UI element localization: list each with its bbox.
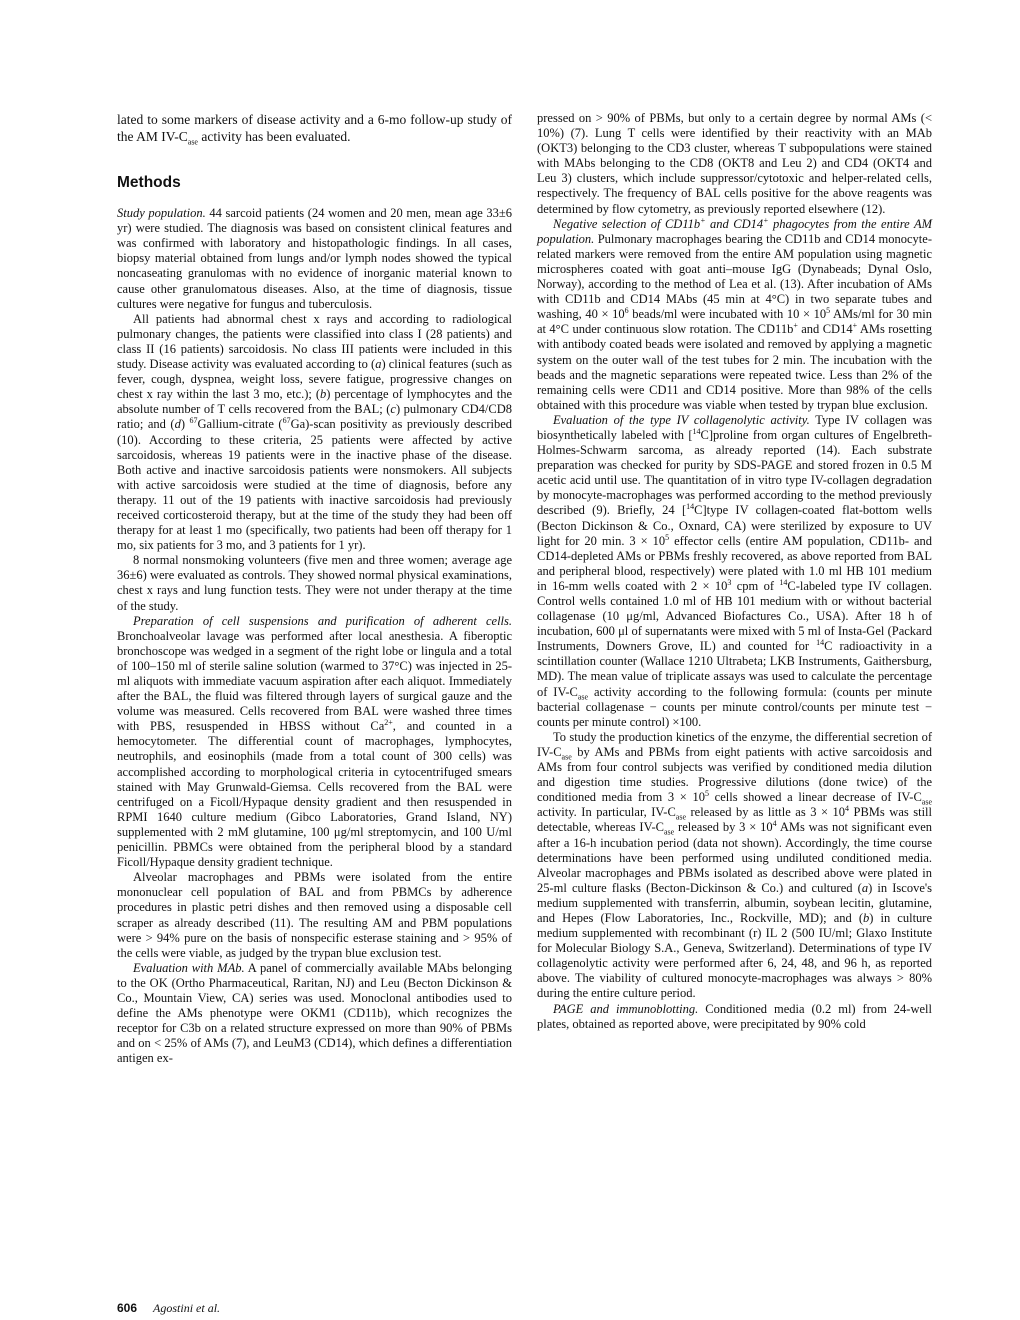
paragraph-controls: 8 normal nonsmoking volunteers (five men and three women; average age 36±6) were evaluated as controls. They showed normal physical examinations, chest x rays and lung function tests. They were not under therapy at the time of the study. [117, 553, 512, 613]
subheading-negative-selection: Negative selection of CD11b+ and CD14+ phagocytes from the entire AM population. [537, 215, 932, 246]
section-heading-methods: Methods [117, 174, 181, 191]
paragraph-preparation: Preparation of cell suspensions and purification of adherent cells. Bronchoalveolar lavage was performed after local anesthesia. A fiberoptic bronchoscope was wedged in a segment of the right lobe or lingula and a total of 100–150 ml of sterile saline solution (warmed to 37°C) was injected in 25-ml aliquots with immediate vacuum aspiration after each aliquot. Immediately after the BAL, the fluid was filtered through layers of surgical gauze and the volume was measured. Cells recovered from BAL were washed three times with PBS, resuspended in HBSS without $Ca^{2+}$, and counted in a hemocytometer. The differential count of macrophages, lymphocytes, neutrophils, and eosinophils (made from a total count of 300 cells) was accomplished according to morphological criteria in cytocentrifuged smears stained with May Grunwald-Giemsa. Cells recovered from the BAL were centrifuged on a Ficoll/Hypaque density gradient and then resuspended in RPMI 1640 culture medium (Gibco Laboratories, Grand Island, NY) supplemented with 2 mM glutamine, 100 μg/ml streptomycin, and 100 U/ml penicillin. PBMCs were obtained from the peripheral blood by a standard Ficoll/Hypaque density gradient technique. [117, 613, 513, 870]
right-column [537, 111, 932, 1032]
page-number: 606 [117, 1301, 138, 1315]
intro-paragraph: lated to some markers of disease activity and a 6-mo follow-up study of the AM $IV-C_{ase}$ activity has been evaluated. [117, 112, 512, 147]
paragraph-abnormal-chest: All patients had abnormal chest x rays and according to radiological pulmonary changes, the patients were classified into class I (28 patients) and class II (16 patients) sarcoidosis. No class III patients were included in this study. Disease activity was evaluated according to (a) clinical features (such as fever, cough, dyspnea, weight loss, severe fatigue, progressive changes on chest x ray within the last 3 mo, etc.); (b) percentage of lymphocytes and the absolute number of T cells recovered from the BAL; (c) pulmonary CD4/CD8 ratio; and (d) $^{67}$Gallium-citrate ($^{67}$Ga)-scan positivity as previously described (10). According to these criteria, 25 patients were affected by active sarcoidosis, whereas 19 patients were in the inactive phase of the disease. Both active and inactive sarcoidosis patients were nonsmokers. All subjects with active sarcoidosis were studied at the time of diagnosis, before any therapy. 11 out of the 19 patients with inactive sarcoidosis had previously received corticosteroid therapy, but at the time of the study they had been off therapy for at least 1 mo (specifically, two patients had been off therapy for 1 mo, six patients for 3 mo, and 3 patients for 1 yr). [117, 311, 512, 553]
paragraph-study-population: Study population. 44 sarcoid patients (24 women and 20 men, mean age 33±6 yr) were studied. The diagnosis was based on consistent clinical features and was confirmed with laboratory and histopathologic findings. In all cases, biopsy material obtained from lungs and/or lymph nodes showed the typical noncaseating granulomas with no evidence of inorganic material known to cause other granulomatous diseases. Also, at the time of diagnosis, tissue cultures were negative for fungus and tuberculosis. [117, 206, 512, 311]
subheading-preparation: Preparation of cell suspensions and purification of adherent cells. [133, 613, 512, 628]
paragraph-alveolar: Alveolar macrophages and PBMs were isolated from the entire mononuclear cell population of BAL and from PBMCs by adherence procedures in plastic petri dishes and then removed using a disposable cell scraper as already described (11). The resulting AM and PBM populations were > 94% pure on the basis of nonspecific esterase staining and > 95% of the cells were viable, as judged by the trypan blue exclusion test. [117, 870, 512, 960]
paragraph-evaluation-collagenolytic: Evaluation of the type IV collagenolytic activity. Type IV collagen was biosynthetically labeled with [$^{14}$C]proline from organ cultures of Engelbreth-Holmes-Schwarm sarcoma, as already reported (14). Each substrate preparation was checked for purity by SDS-PAGE and stored frozen in 0.5 M acetic acid until use. The quantitation of in vitro type IV-collagen degradation by monocyte-macrophages was performed according to the method previously described (9). Briefly, 24 [$^{14}$C]type IV collagen-coated flat-bottom wells (Becton Dickinson & Co., Oxnard, CA) were sterilized by exposure to UV light for 20 min. $3 \times 10^5$ effector cells (entire AM population, CD11b- and CD14-depleted AMs or PBMs freshly recovered, as above reported from BAL and peripheral blood, respectively) were plated with 1.0 ml HB 101 medium in 16-mm wells coated with $2 \times 10^3$ cpm of $^{14}$C-labeled type IV collagen. Control wells contained 1.0 ml of HB 101 medium with or without bacterial collagenase (10 μg/ml, Advanced Biofactures Co., USA). After 18 h of incubation, 600 μl of supernatants were mixed with 5 ml of Insta-Gel (Packard Instruments, Downers Grove, IL) and counted for $^{14}$C radioactivity in a scintillation counter (Wallace 1210 Ultrabeta; LKB Instruments, Gaithersburg, MD). The mean value of triplicate assays was used to calculate the percentage of $IV-C_{ase}$ activity according to the following formula: (counts per minute bacterial collagenase − counts per minute control/counts per minute test − counts per minute control) ×100. [537, 412, 933, 729]
paragraph-negative-selection: Negative selection of CD11b+ and CD14+ phagocytes from the entire AM population. Pulmonary macrophages bearing the CD11b and CD14 monocyte-related markers were removed from the entire AM population using magnetic microspheres coated with goat anti–mouse IgG (Dynabeads; Dynal Oslo, Norway), according to the method of Lea et al. (13). After incubation of AMs with CD11b and CD14 MAbs (45 min at 4°C) in two separate tubes and washing, $40 \times 10^6$ beads/ml were incubated with $10 \times 10^5$ AMs/ml for 30 min at 4°C under continuous slow rotation. The CD11b+ and CD14+ AMs rosetting with antibody coated beads were isolated and removed by applying a magnetic system on the outer wall of the test tubes for 2 min. The incubation with the beads and the magnetic separations were repeated twice. Less than 2% of the remaining cells were CD11 and CD14 positive. More than 98% of the cells obtained with this procedure was viable when tested by trypan blue exclusion. [537, 215, 933, 412]
paragraph-mab-continued: pressed on > 90% of PBMs, but only to a certain degree by normal AMs (< 10%) (7). Lung T cells were identified by their reactivity with an MAb (OKT3) belonging to the CD3 cluster, whereas T subpopulations were stained with MAbs belonging to the CD8 (OKT8 and Leu 2) and CD4 (OKT4 and Leu 3) clusters, which include suppressor/cytotoxic and helper-related cells, respectively. The frequency of BAL cells positive for the above reagents was determined by flow cytometry, as previously reported elsewhere (12). [537, 111, 932, 216]
subheading-mab: Evaluation with MAb. [133, 960, 245, 975]
running-authors: Agostini et al. [153, 1301, 221, 1315]
subheading-study-population: Study population. [117, 206, 206, 221]
subheading-evaluation: Evaluation of the type IV collagenolytic activity. [553, 412, 810, 427]
paragraph-mab: Evaluation with MAb. A panel of commercially available MAbs belonging to the OK (Ortho Pharmaceutical, Raritan, NJ) and Leu (Becton Dickinson & Co., Mountain View, CA) series was used. Monoclonal antibodies used to define the AMs phenotype were OKM1 (CD11b), which recognizes the receptor for C3b on a related structure expressed on more than 90% of PBMs and on < 25% of AMs (7), and LeuM3 (CD14), which defines a differentiation antigen ex- [117, 960, 513, 1066]
paragraph-page-immunoblotting: PAGE and immunoblotting. Conditioned media (0.2 ml) from 24-well plates, obtained as reported above, were precipitated by 90% cold [537, 1001, 932, 1031]
subheading-page-immunoblotting: PAGE and immunoblotting. [553, 1001, 699, 1016]
paragraph-kinetics: To study the production kinetics of the enzyme, the differential secretion of $IV-C_{ase}$ by AMs and PBMs from eight patients with active sarcoidosis and AMs from four control subjects was verified by conditioned media dilution and digestion time studies. Progressive dilutions (done twice) of the conditioned media from $3 \times 10^5$ cells showed a linear decrease of $IV-C_{ase}$ activity. In particular, $IV-C_{ase}$ released by as little as $3 \times 10^4$ PBMs was still detectable, whereas $IV-C_{ase}$ released by $3 \times 10^4$ AMs was not significant even after a 16-h incubation period (data not shown). Accordingly, the time course determinations have been performed using undiluted conditioned media. Alveolar macrophages and PBMs isolated as described above were plated in 25-ml culture flasks (Becton-Dickinson & Co.) and cultured (a) in Iscove's medium supplemented with transferrin, albumin, soybean lecitin, glutamine, and Hepes (Flow Laboratories, Inc., Rockville, MD); and (b) in culture medium supplemented with recombinant (r) IL 2 (500 IU/ml; Glaxo Institute for Molecular Biology S.A., Geneva, Switzerland). Determinations of type IV collagenolytic activity were performed after 6, 24, 48, and 96 h, as reported above. The viability of cultured monocyte-macrophages was always > 80% during the entire culture period. [537, 729, 932, 1001]
left-column [117, 111, 512, 1066]
page-footer [117, 1301, 220, 1316]
